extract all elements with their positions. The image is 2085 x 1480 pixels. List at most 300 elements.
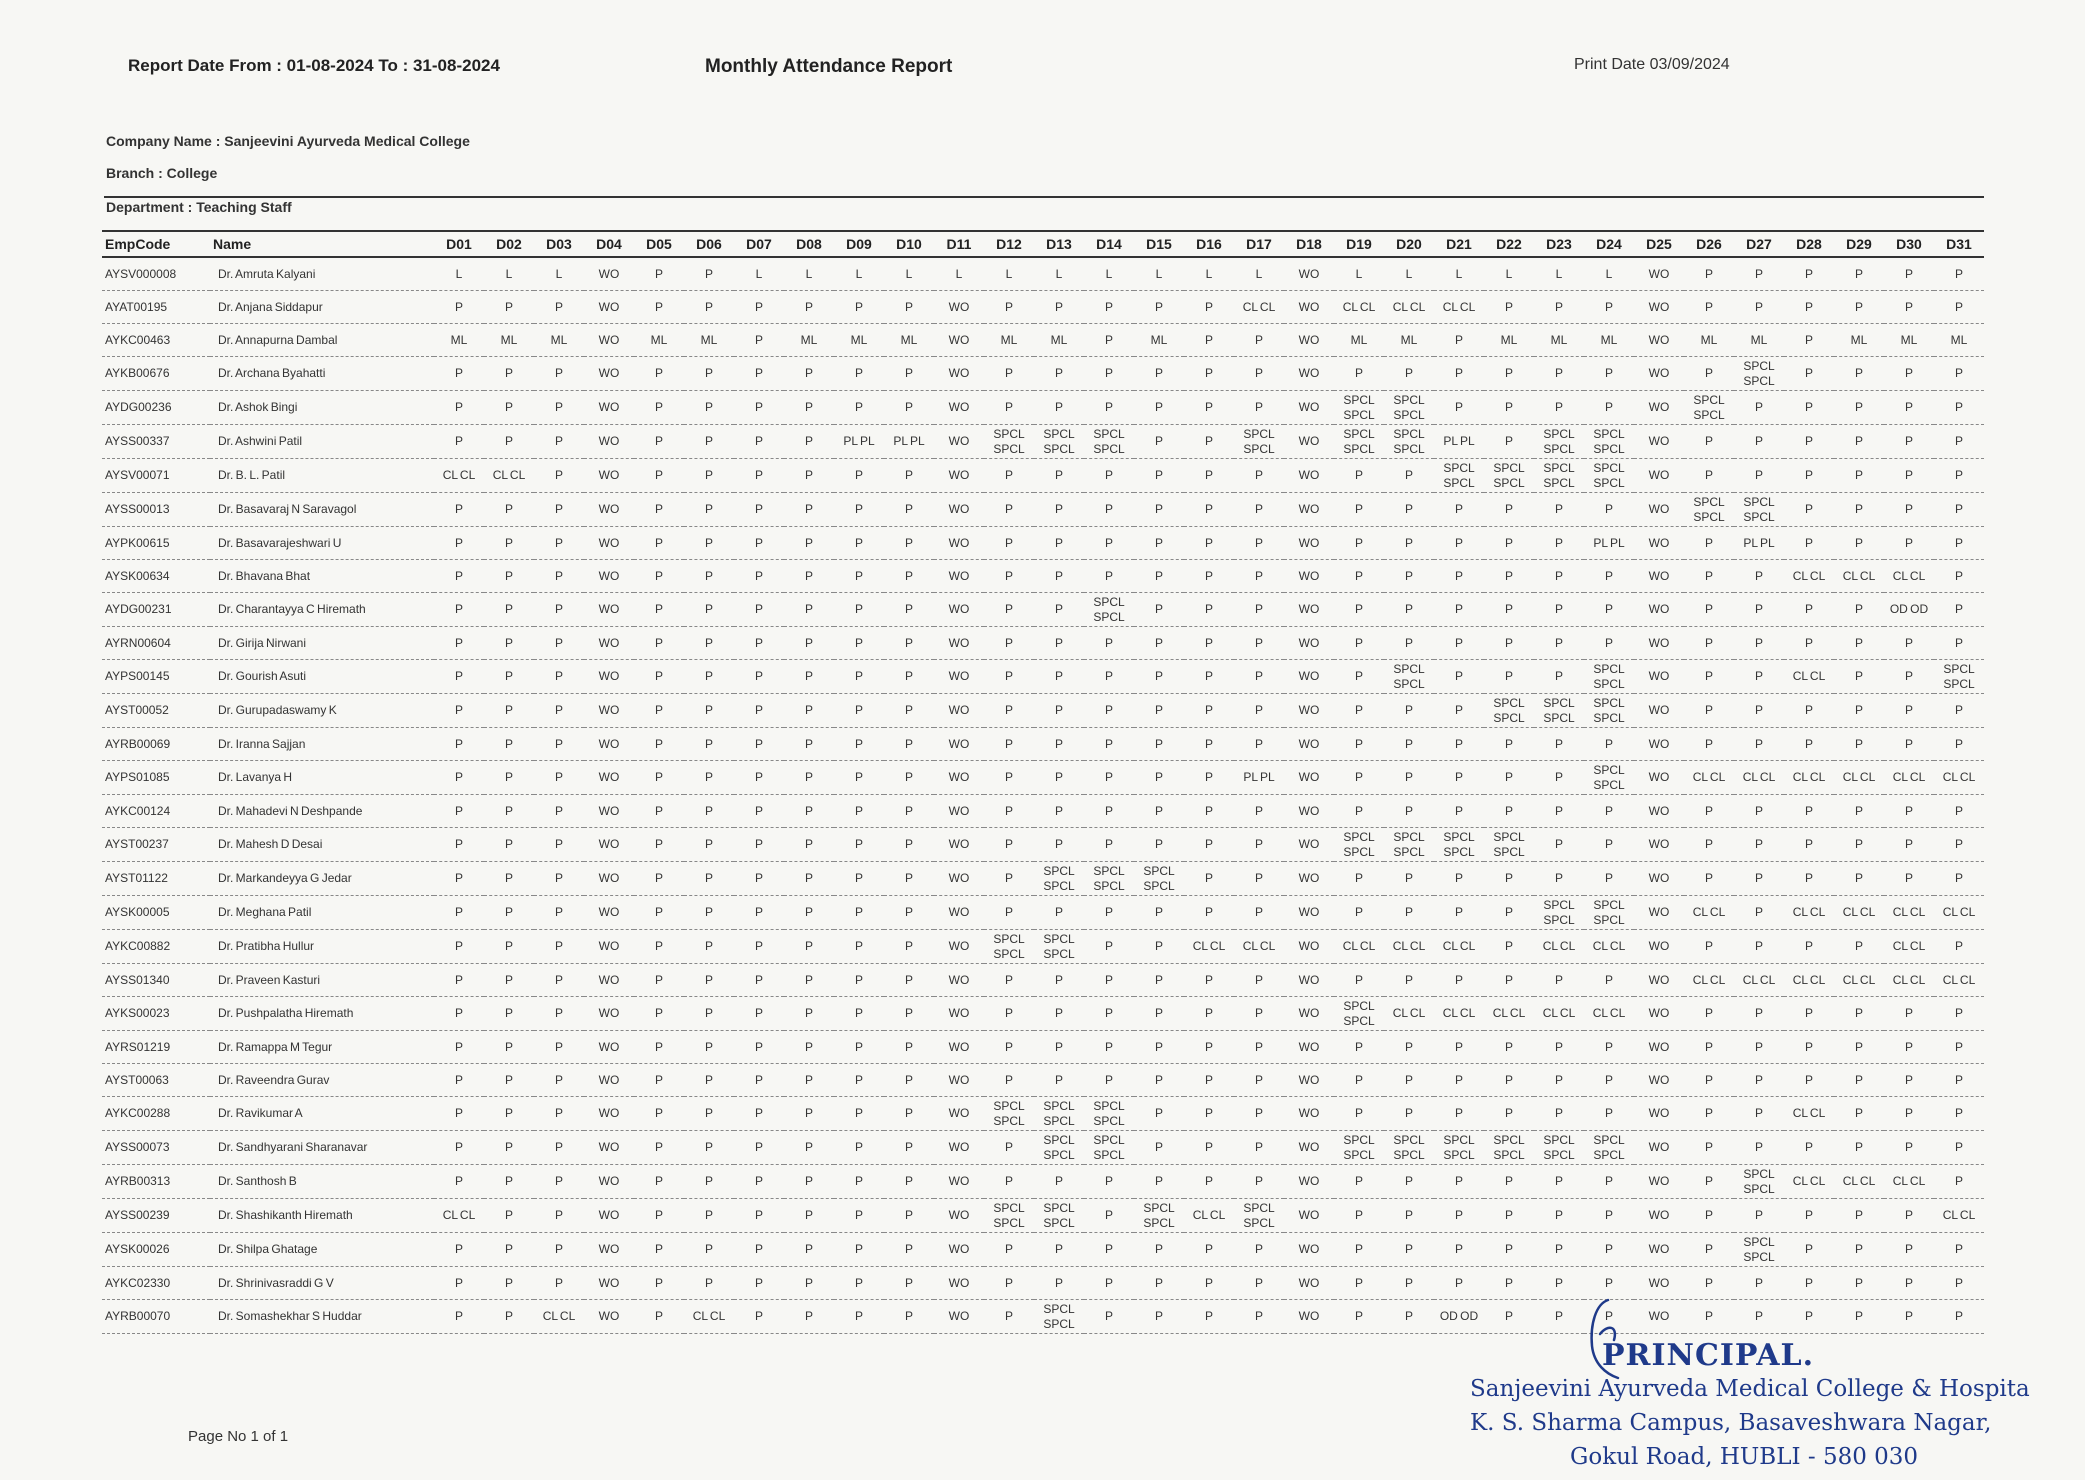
attendance-cell: P: [1184, 459, 1234, 493]
attendance-cell: P: [884, 1199, 934, 1233]
table-row: [102, 493, 1984, 527]
attendance-cell: P: [1184, 728, 1234, 761]
attendance-cell: P: [434, 828, 484, 862]
attendance-cell: SPCL SPCL: [1134, 1199, 1184, 1233]
attendance-cell: CL CL: [1884, 1165, 1934, 1199]
attendance-cell: P: [534, 930, 584, 964]
attendance-cell: P: [434, 527, 484, 560]
attendance-cell: WO: [1634, 964, 1684, 997]
attendance-cell: P: [1134, 964, 1184, 997]
attendance-cell: P: [634, 425, 684, 459]
attendance-cell: L: [1434, 257, 1484, 291]
attendance-cell: P: [1734, 862, 1784, 896]
attendance-cell: P: [1384, 1165, 1434, 1199]
attendance-cell: SPCL SPCL: [1034, 862, 1084, 896]
attendance-cell: WO: [1284, 425, 1334, 459]
attendance-cell: P: [734, 828, 784, 862]
attendance-cell: P: [1184, 1131, 1234, 1165]
attendance-cell: P: [1234, 357, 1284, 391]
attendance-cell: P: [1684, 1300, 1734, 1334]
attendance-cell: P: [1084, 391, 1134, 425]
attendance-cell: P: [1534, 1165, 1584, 1199]
attendance-cell: WO: [584, 1267, 634, 1300]
column-header: D22: [1484, 231, 1534, 257]
attendance-cell: P: [1384, 862, 1434, 896]
attendance-cell: P: [784, 1031, 834, 1064]
emp-name-cell: Dr. Pushpalatha Hiremath: [210, 997, 434, 1031]
attendance-cell: P: [1184, 964, 1234, 997]
attendance-cell: P: [1034, 1031, 1084, 1064]
attendance-cell: P: [1484, 862, 1534, 896]
attendance-cell: WO: [934, 1064, 984, 1097]
table-row: [102, 1064, 1984, 1097]
attendance-cell: P: [1334, 1199, 1384, 1233]
attendance-cell: SPCL SPCL: [1034, 425, 1084, 459]
attendance-cell: P: [1034, 694, 1084, 728]
attendance-cell: P: [1184, 1031, 1234, 1064]
attendance-cell: P: [1834, 930, 1884, 964]
attendance-cell: P: [734, 425, 784, 459]
attendance-cell: P: [484, 425, 534, 459]
attendance-cell: CL CL: [1784, 964, 1834, 997]
attendance-cell: P: [734, 1097, 784, 1131]
attendance-cell: SPCL SPCL: [1434, 459, 1484, 493]
column-header: D25: [1634, 231, 1684, 257]
attendance-cell: P: [984, 964, 1034, 997]
emp-code-cell: AYRB00313: [102, 1165, 210, 1199]
attendance-cell: P: [534, 660, 584, 694]
attendance-cell: P: [634, 357, 684, 391]
attendance-cell: P: [784, 1233, 834, 1267]
attendance-cell: P: [534, 862, 584, 896]
attendance-cell: WO: [584, 257, 634, 291]
stamp-title: PRINCIPAL.: [1602, 1338, 1815, 1373]
attendance-cell: WO: [1634, 1165, 1684, 1199]
attendance-cell: P: [1934, 593, 1984, 627]
attendance-cell: P: [634, 795, 684, 828]
attendance-cell: SPCL SPCL: [1734, 1165, 1784, 1199]
attendance-cell: P: [634, 1233, 684, 1267]
attendance-cell: P: [834, 997, 884, 1031]
attendance-cell: P: [484, 1199, 534, 1233]
attendance-cell: P: [734, 560, 784, 593]
attendance-cell: P: [1334, 593, 1384, 627]
attendance-cell: P: [1034, 560, 1084, 593]
emp-name-cell: Dr. Basavarajeshwari U: [210, 527, 434, 560]
attendance-cell: P: [734, 1165, 784, 1199]
attendance-cell: P: [634, 593, 684, 627]
attendance-cell: P: [534, 391, 584, 425]
attendance-cell: P: [1134, 459, 1184, 493]
attendance-cell: P: [1384, 560, 1434, 593]
attendance-cell: P: [1334, 1064, 1384, 1097]
attendance-cell: P: [634, 1097, 684, 1131]
attendance-cell: WO: [1634, 1199, 1684, 1233]
attendance-cell: P: [884, 1165, 934, 1199]
attendance-cell: WO: [934, 828, 984, 862]
attendance-cell: P: [1034, 761, 1084, 795]
attendance-cell: P: [734, 795, 784, 828]
attendance-cell: SPCL SPCL: [1384, 1131, 1434, 1165]
attendance-cell: P: [984, 1064, 1034, 1097]
attendance-cell: P: [1384, 627, 1434, 660]
attendance-cell: P: [1884, 1267, 1934, 1300]
attendance-cell: P: [1184, 896, 1234, 930]
attendance-cell: P: [834, 660, 884, 694]
attendance-cell: P: [1834, 997, 1884, 1031]
attendance-cell: P: [1234, 391, 1284, 425]
attendance-cell: P: [1534, 1031, 1584, 1064]
column-header: EmpCode: [102, 231, 210, 257]
attendance-cell: SPCL SPCL: [984, 1199, 1034, 1233]
attendance-cell: P: [1684, 997, 1734, 1031]
emp-name-cell: Dr. Shrinivasraddi G V: [210, 1267, 434, 1300]
attendance-cell: SPCL SPCL: [1484, 1131, 1534, 1165]
column-header: D11: [934, 231, 984, 257]
attendance-cell: P: [834, 930, 884, 964]
attendance-cell: SPCL SPCL: [1034, 1097, 1084, 1131]
attendance-cell: P: [834, 761, 884, 795]
attendance-cell: PL PL: [1434, 425, 1484, 459]
attendance-cell: CL CL: [1434, 930, 1484, 964]
attendance-cell: P: [1234, 795, 1284, 828]
attendance-cell: P: [1834, 1031, 1884, 1064]
attendance-cell: P: [784, 459, 834, 493]
attendance-cell: P: [1684, 1031, 1734, 1064]
attendance-cell: P: [1684, 257, 1734, 291]
attendance-cell: WO: [584, 795, 634, 828]
attendance-cell: P: [684, 1097, 734, 1131]
emp-code-cell: AYST00063: [102, 1064, 210, 1097]
table-row: [102, 257, 1984, 291]
attendance-cell: P: [834, 527, 884, 560]
attendance-cell: P: [1734, 828, 1784, 862]
attendance-cell: P: [784, 1199, 834, 1233]
attendance-cell: P: [434, 627, 484, 660]
attendance-cell: L: [1484, 257, 1534, 291]
attendance-cell: WO: [584, 660, 634, 694]
attendance-cell: P: [984, 728, 1034, 761]
column-header: D29: [1834, 231, 1884, 257]
attendance-cell: P: [634, 527, 684, 560]
attendance-cell: WO: [1284, 459, 1334, 493]
attendance-cell: P: [1484, 930, 1534, 964]
attendance-cell: P: [734, 1267, 784, 1300]
attendance-cell: P: [1134, 1300, 1184, 1334]
table-row: [102, 527, 1984, 560]
attendance-cell: SPCL SPCL: [1384, 391, 1434, 425]
attendance-cell: P: [1934, 291, 1984, 324]
attendance-cell: P: [534, 997, 584, 1031]
attendance-cell: P: [484, 828, 534, 862]
attendance-cell: P: [834, 1064, 884, 1097]
attendance-cell: P: [1184, 425, 1234, 459]
attendance-cell: P: [684, 1165, 734, 1199]
emp-code-cell: AYDG00231: [102, 593, 210, 627]
attendance-cell: CL CL: [1834, 964, 1884, 997]
attendance-cell: CL CL: [1384, 997, 1434, 1031]
attendance-cell: P: [1084, 493, 1134, 527]
attendance-cell: P: [1584, 560, 1634, 593]
table-row: [102, 593, 1984, 627]
attendance-cell: P: [534, 1199, 584, 1233]
attendance-cell: P: [484, 493, 534, 527]
emp-code-cell: AYRB00070: [102, 1300, 210, 1334]
attendance-cell: P: [1234, 862, 1284, 896]
attendance-cell: WO: [1634, 1267, 1684, 1300]
attendance-cell: P: [884, 930, 934, 964]
attendance-cell: P: [534, 1097, 584, 1131]
emp-code-cell: AYSS01340: [102, 964, 210, 997]
attendance-cell: WO: [1284, 324, 1334, 357]
attendance-cell: WO: [1284, 1199, 1334, 1233]
attendance-cell: SPCL SPCL: [1084, 862, 1134, 896]
attendance-cell: P: [1934, 795, 1984, 828]
attendance-cell: WO: [934, 324, 984, 357]
attendance-cell: P: [784, 493, 834, 527]
attendance-cell: P: [784, 862, 834, 896]
attendance-cell: P: [434, 728, 484, 761]
column-header: D03: [534, 231, 584, 257]
attendance-cell: P: [1884, 357, 1934, 391]
attendance-cell: P: [484, 1131, 534, 1165]
attendance-cell: P: [634, 1064, 684, 1097]
attendance-cell: P: [1434, 357, 1484, 391]
attendance-cell: P: [1734, 930, 1784, 964]
attendance-cell: P: [1934, 1064, 1984, 1097]
attendance-cell: P: [784, 425, 834, 459]
attendance-cell: P: [434, 425, 484, 459]
attendance-cell: WO: [934, 1097, 984, 1131]
attendance-cell: P: [1534, 1199, 1584, 1233]
attendance-cell: L: [1534, 257, 1584, 291]
attendance-cell: P: [1684, 728, 1734, 761]
attendance-cell: P: [1234, 560, 1284, 593]
attendance-cell: P: [834, 391, 884, 425]
attendance-cell: P: [834, 357, 884, 391]
emp-code-cell: AYDG00236: [102, 391, 210, 425]
attendance-cell: P: [884, 527, 934, 560]
attendance-cell: P: [1484, 425, 1534, 459]
attendance-cell: P: [684, 1233, 734, 1267]
attendance-cell: WO: [934, 357, 984, 391]
attendance-cell: CL CL: [1534, 930, 1584, 964]
attendance-cell: P: [1884, 997, 1934, 1031]
attendance-cell: L: [1134, 257, 1184, 291]
attendance-cell: P: [1784, 694, 1834, 728]
attendance-cell: P: [1434, 1267, 1484, 1300]
attendance-cell: WO: [1634, 896, 1684, 930]
emp-code-cell: AYSS00337: [102, 425, 210, 459]
attendance-cell: PL PL: [1584, 527, 1634, 560]
emp-code-cell: AYSV000008: [102, 257, 210, 291]
attendance-cell: P: [434, 1131, 484, 1165]
attendance-cell: P: [1084, 357, 1134, 391]
attendance-cell: WO: [584, 828, 634, 862]
attendance-cell: WO: [1284, 728, 1334, 761]
attendance-cell: WO: [1634, 593, 1684, 627]
attendance-cell: P: [1834, 660, 1884, 694]
attendance-cell: WO: [1634, 1131, 1684, 1165]
attendance-cell: P: [434, 560, 484, 593]
attendance-cell: WO: [584, 1300, 634, 1334]
attendance-cell: P: [1534, 627, 1584, 660]
emp-name-cell: Dr. Iranna Sajjan: [210, 728, 434, 761]
attendance-cell: P: [1784, 1267, 1834, 1300]
attendance-cell: P: [1134, 593, 1184, 627]
attendance-cell: P: [734, 1300, 784, 1334]
attendance-cell: P: [1884, 1199, 1934, 1233]
attendance-cell: P: [1184, 391, 1234, 425]
column-header: D28: [1784, 231, 1834, 257]
attendance-cell: P: [1934, 862, 1984, 896]
attendance-cell: P: [684, 828, 734, 862]
attendance-cell: P: [534, 425, 584, 459]
emp-name-cell: Dr. Raveendra Gurav: [210, 1064, 434, 1097]
attendance-cell: P: [1684, 291, 1734, 324]
attendance-cell: WO: [584, 1031, 634, 1064]
attendance-cell: P: [1384, 1233, 1434, 1267]
attendance-cell: WO: [1284, 1064, 1334, 1097]
attendance-cell: ML: [1384, 324, 1434, 357]
attendance-cell: P: [1734, 560, 1784, 593]
emp-code-cell: AYRB00069: [102, 728, 210, 761]
column-header: D26: [1684, 231, 1734, 257]
attendance-cell: P: [634, 1131, 684, 1165]
attendance-cell: WO: [934, 291, 984, 324]
column-header: D15: [1134, 231, 1184, 257]
attendance-cell: P: [434, 1165, 484, 1199]
attendance-cell: P: [1084, 964, 1134, 997]
attendance-cell: P: [1684, 1199, 1734, 1233]
attendance-cell: P: [1784, 728, 1834, 761]
attendance-cell: P: [1534, 761, 1584, 795]
table-row: [102, 391, 1984, 425]
attendance-cell: CL CL: [1584, 997, 1634, 1031]
page-number: Page No 1 of 1: [188, 1428, 289, 1445]
attendance-cell: P: [1534, 660, 1584, 694]
table-row: [102, 862, 1984, 896]
emp-code-cell: AYPS00145: [102, 660, 210, 694]
attendance-cell: P: [984, 627, 1034, 660]
attendance-cell: OD OD: [1884, 593, 1934, 627]
attendance-cell: P: [1134, 1097, 1184, 1131]
attendance-cell: P: [1234, 459, 1284, 493]
attendance-cell: CL CL: [1484, 997, 1534, 1031]
attendance-cell: P: [1234, 896, 1284, 930]
attendance-cell: P: [1934, 728, 1984, 761]
attendance-cell: P: [1534, 862, 1584, 896]
emp-code-cell: AYST01122: [102, 862, 210, 896]
emp-name-cell: Dr. Somashekhar S Huddar: [210, 1300, 434, 1334]
attendance-cell: P: [634, 1031, 684, 1064]
attendance-cell: CL CL: [1884, 930, 1934, 964]
attendance-cell: P: [734, 1064, 784, 1097]
attendance-cell: P: [834, 828, 884, 862]
attendance-cell: P: [1234, 1097, 1284, 1131]
attendance-cell: P: [884, 593, 934, 627]
attendance-cell: P: [884, 997, 934, 1031]
attendance-cell: P: [1234, 627, 1284, 660]
table-row: [102, 997, 1984, 1031]
attendance-cell: P: [984, 357, 1034, 391]
attendance-cell: P: [984, 291, 1034, 324]
emp-name-cell: Dr. Gourish Asuti: [210, 660, 434, 694]
attendance-cell: P: [784, 1300, 834, 1334]
attendance-cell: P: [484, 1233, 534, 1267]
attendance-cell: P: [484, 357, 534, 391]
attendance-cell: P: [1184, 291, 1234, 324]
attendance-cell: L: [934, 257, 984, 291]
attendance-cell: SPCL SPCL: [1334, 997, 1384, 1031]
attendance-cell: P: [1184, 1064, 1234, 1097]
attendance-cell: P: [1684, 1267, 1734, 1300]
attendance-cell: P: [984, 1031, 1034, 1064]
attendance-cell: P: [984, 896, 1034, 930]
attendance-cell: P: [1134, 357, 1184, 391]
attendance-cell: P: [1534, 527, 1584, 560]
attendance-cell: SPCL SPCL: [1084, 425, 1134, 459]
attendance-cell: ML: [834, 324, 884, 357]
attendance-cell: P: [1034, 493, 1084, 527]
attendance-cell: SPCL SPCL: [1484, 694, 1534, 728]
emp-name-cell: Dr. Sandhyarani Sharanavar: [210, 1131, 434, 1165]
table-row: [102, 930, 1984, 964]
attendance-cell: WO: [1634, 527, 1684, 560]
attendance-cell: P: [1934, 357, 1984, 391]
attendance-cell: P: [1934, 1233, 1984, 1267]
attendance-cell: P: [1784, 828, 1834, 862]
attendance-cell: ML: [1034, 324, 1084, 357]
column-header: D20: [1384, 231, 1434, 257]
attendance-cell: L: [1084, 257, 1134, 291]
attendance-cell: P: [1084, 1031, 1134, 1064]
attendance-cell: P: [434, 930, 484, 964]
attendance-cell: P: [1734, 291, 1784, 324]
attendance-cell: P: [684, 627, 734, 660]
attendance-cell: P: [534, 828, 584, 862]
attendance-cell: WO: [934, 728, 984, 761]
attendance-cell: P: [734, 728, 784, 761]
attendance-cell: WO: [934, 896, 984, 930]
attendance-cell: WO: [1634, 425, 1684, 459]
table-row: [102, 728, 1984, 761]
attendance-cell: SPCL SPCL: [1684, 391, 1734, 425]
attendance-cell: WO: [1284, 1097, 1334, 1131]
attendance-cell: P: [1734, 1131, 1784, 1165]
attendance-cell: WO: [934, 391, 984, 425]
attendance-cell: P: [1334, 357, 1384, 391]
attendance-cell: P: [984, 493, 1034, 527]
attendance-cell: WO: [584, 493, 634, 527]
attendance-cell: P: [534, 1165, 584, 1199]
attendance-cell: P: [1934, 694, 1984, 728]
attendance-cell: P: [1434, 391, 1484, 425]
attendance-cell: P: [1034, 795, 1084, 828]
attendance-cell: P: [884, 1300, 934, 1334]
attendance-cell: P: [834, 627, 884, 660]
attendance-cell: P: [884, 560, 934, 593]
attendance-cell: ML: [1584, 324, 1634, 357]
attendance-cell: WO: [584, 627, 634, 660]
attendance-cell: P: [434, 896, 484, 930]
attendance-cell: SPCL SPCL: [1034, 1199, 1084, 1233]
column-header: D04: [584, 231, 634, 257]
attendance-cell: P: [534, 1267, 584, 1300]
attendance-cell: P: [1934, 493, 1984, 527]
attendance-cell: P: [1134, 1233, 1184, 1267]
attendance-cell: WO: [1284, 391, 1334, 425]
